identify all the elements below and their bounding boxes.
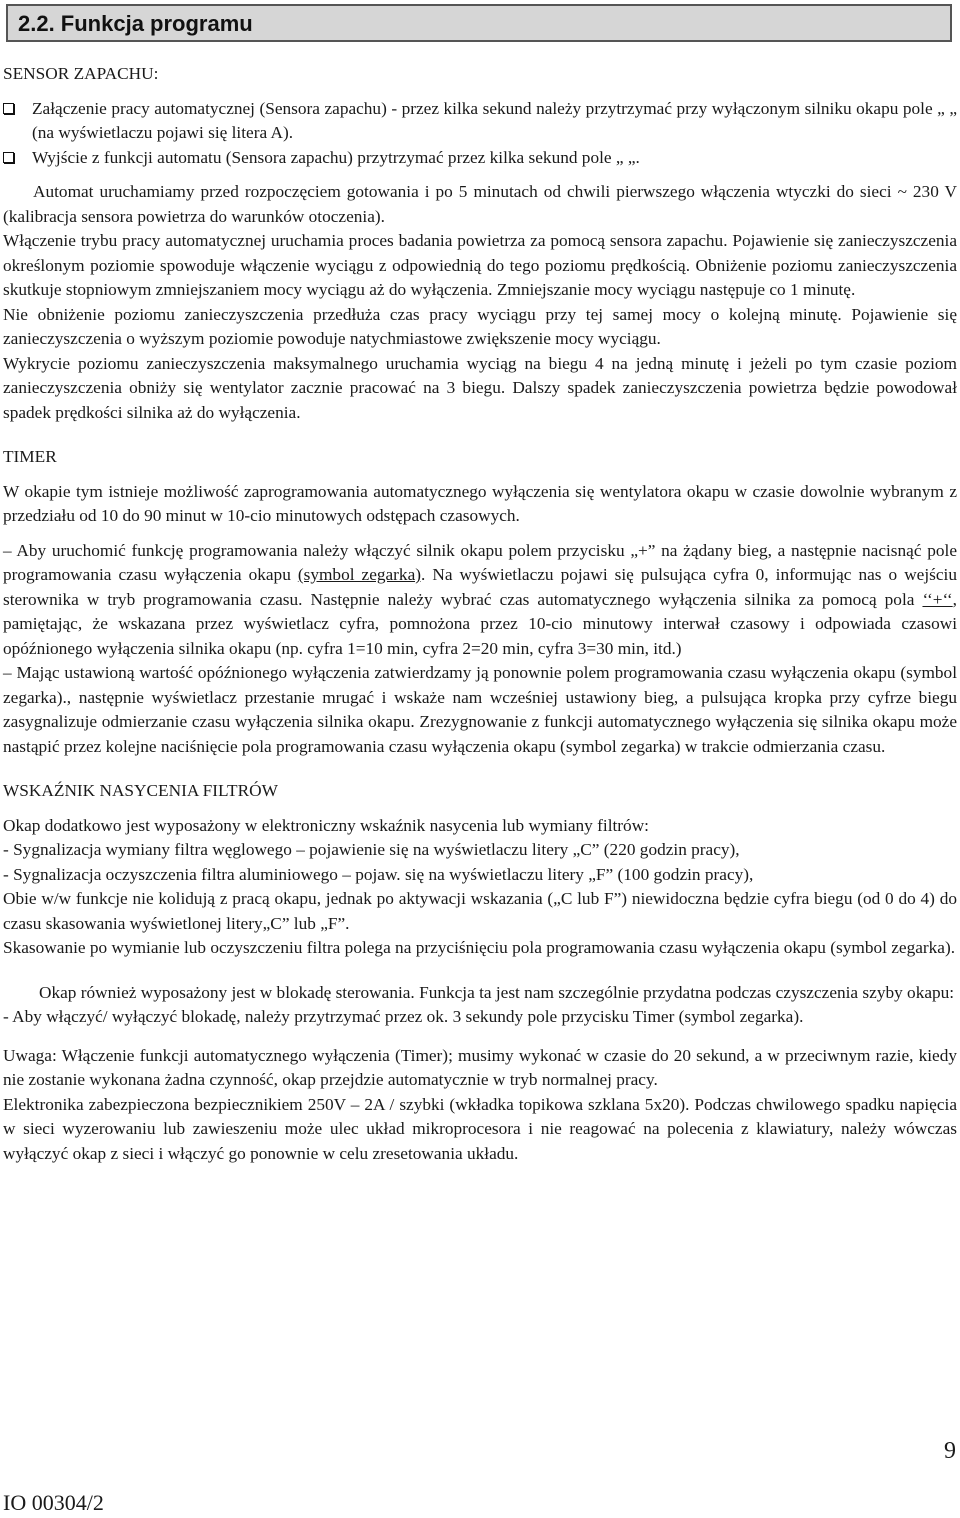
bullet-text: Załączenie pracy automatycznej (Sensora zapachu) - przez kilka sekund należy przytrzymać przy wyłączonym silniku okapu pole „ „ (na wyświetlaczu pojawi się litera A). [32,98,957,142]
timer-paragraph-2: – Mając ustawioną wartość opóźnionego wyłączenia zatwierdzamy ją ponownie polem programowania czasu wyłączenia okapu (symbol zegarka)., następnie wyświetlacz przestanie mrugać i wskaże nam wcześniej ustawiony bieg, a pulsująca kropka przy cyfrze biegu zasygnalizuje odmierzanie czasu wyłączenia silnika okapu. Zrezygnowanie z funkcji automatycznego wyłączenia się silnika okapu może nastąpić przez kolejne naciśnięcie pola programowania czasu wyłączenia okapu (symbol zegarka) w trakcie odmierzania czasu. [3,663,957,756]
plus-field-reference: ‘‘+‘‘ [922,589,953,609]
fuse-paragraph: Elektronika zabezpieczona bezpiecznikiem 250V – 2A / szybki (wkładka topikowa szklana 5x20). Podczas chwilowego spadku napięcia w sieci wyzerowaniu lub zawieszeniu może ulec układ mikroprocesora i nie reagować na polecenia z klawiatury, należy wówczas wyłączyć okap z sieci i włączyć go ponownie w celu zresetowania układu. [3,1094,957,1163]
sensor-paragraph-3: Nie obniżenie poziomu zanieczyszczenia przedłuża czas pracy wyciągu przy tej samej mocy o kolejną minutę. Pojawienie się zanieczyszczenia o wyższym poziomie powoduje natychmiastowe zwiększenie mocy wyciągu. [3,304,957,348]
sensor-paragraph-4: Wykrycie poziomu zanieczyszczenia maksymalnego uruchamia wyciąg na biegu 4 na jedną minutę i jeżeli po tym czasie poziom zanieczyszczenia obniży się wentylator zacznie pracować na 3 biegu. Dalszy spadek zanieczyszczenia powietrza będzie powodował spadek prędkości silnika aż do wyłączenia. [3,353,957,422]
checkbox-bullet-icon [3,152,14,163]
section-title: 2.2. Funkcja programu [18,11,253,36]
filters-line-3: - Sygnalizacja oczyszczenia filtra aluminiowego – pojaw. się na wyświetlaczu litery „F” (100 godzin pracy), [3,864,754,884]
timer-intro: W okapie tym istnieje możliwość zaprogramowania automatycznego wyłączenia się wentylatora okapu w czasie dowolnie wybranym z przedziału od 10 do 90 minut w 10-cio minutowych odstępach czasowych. [3,481,957,525]
document-id: IO 00304/2 [3,1490,104,1515]
timer-text-a: – Aby uruchomić funkcję programowania należy włączyć silnik okapu polem przycisku „+” na żądany bieg, a następnie nacisnąć pole programowania czasu wyłączenia okapu [3,540,957,584]
timer-text-c: , pamiętając, że wskazana przez wyświetlacz cyfra, pomnożona przez 10-cio minutowy interwał czasowy i odpowiada czasowi opóźnionego wyłączenia silnika okapu (np. cyfra 1=10 min, cyfra 2=20 min, cyfra 3=30 min, itd.) [3,589,957,658]
document-body [3,62,957,1166]
lock-paragraph-2: - Aby włączyć/ wyłączyć blokadę, należy przytrzymać przez ok. 3 sekundy pole przycisku Timer (symbol zegarka). [3,1007,804,1026]
page-number: 9 [944,1438,956,1464]
timer-text-b: . Na wyświetlaczu pojawi się pulsująca cyfra 0, informując nas o wejściu sterownika w tryb programowania czasu. Następnie należy wybrać czas automatycznego wyłączenia silnika za pomocą pola [3,565,957,609]
section-header [6,4,952,42]
timer-heading: TIMER [3,447,57,466]
filters-line-2: - Sygnalizacja wymiany filtra węglowego – pojawienie się na wyświetlaczu litery „C” (220 godzin pracy), [3,840,740,859]
timer-paragraph-1 [3,539,957,662]
sensor-paragraph-2: Włączenie trybu pracy automatycznej uruchamia proces badania powietrza za pomocą sensora zapachu. Pojawienie się zanieczyszczenia określonym poziomie spowoduje włączenie wyciągu z odpowiednią do tego poziomu prędkością. Obniżenie poziomu zanieczyszczenia skutkuje stopniowym zmniejszaniem mocy wyciągu aż do wyłączenia. Zmniejszanie mocy wyciągu następuje co 1 minutę. [3,231,957,299]
sensor-paragraph-1: Automat uruchamiamy przed rozpoczęciem gotowania i po 5 minutach od chwili pierwszego włączenia wtyczki do sieci ~ 230 V (kalibracja sensora powietrza do warunków otoczenia). [3,182,957,226]
sensor-bullet-2 [3,146,957,171]
sensor-heading: SENSOR ZAPACHU: [3,64,159,83]
filters-paragraph-1: Obie w/w funkcje nie kolidują z pracą okapu, jednak po aktywacji wskazania („C lub F”) niewidoczna będzie cyfra biegu (od 0 do 4) do czasu skasowania wyświetlonej litery„C” lub „F”. [3,889,957,933]
lock-paragraph-1: Okap również wyposażony jest w blokadę sterowania. Funkcja ta jest nam szczególnie przydatna podczas czyszczenia szyby okapu: [39,982,955,1002]
checkbox-bullet-icon [3,103,14,114]
note-paragraph: Uwaga: Włączenie funkcji automatycznego wyłączenia (Timer); musimy wykonać w czasie do 20 sekund, a w przeciwnym razie, kiedy nie zostanie wykonana żadna czynność, okap przejdzie automatycznie w tryb normalnej pracy. [3,1045,957,1089]
filters-heading: WSKAŹNIK NASYCENIA FILTRÓW [3,781,278,800]
clock-symbol-reference: (symbol zegarka) [297,565,421,584]
filters-paragraph-2: Skasowanie po wymianie lub oczyszczeniu filtra polega na przyciśnięciu pola programowania czasu wyłączenia okapu (symbol zegarka). [3,938,956,957]
filters-line-1: Okap dodatkowo jest wyposażony w elektroniczny wskaźnik nasycenia lub wymiany filtrów: [3,815,649,835]
bullet-text: Wyjście z funkcji automatu (Sensora zapachu) przytrzymać przez kilka sekund pole „ „. [32,147,640,167]
sensor-bullet-1 [3,97,957,146]
